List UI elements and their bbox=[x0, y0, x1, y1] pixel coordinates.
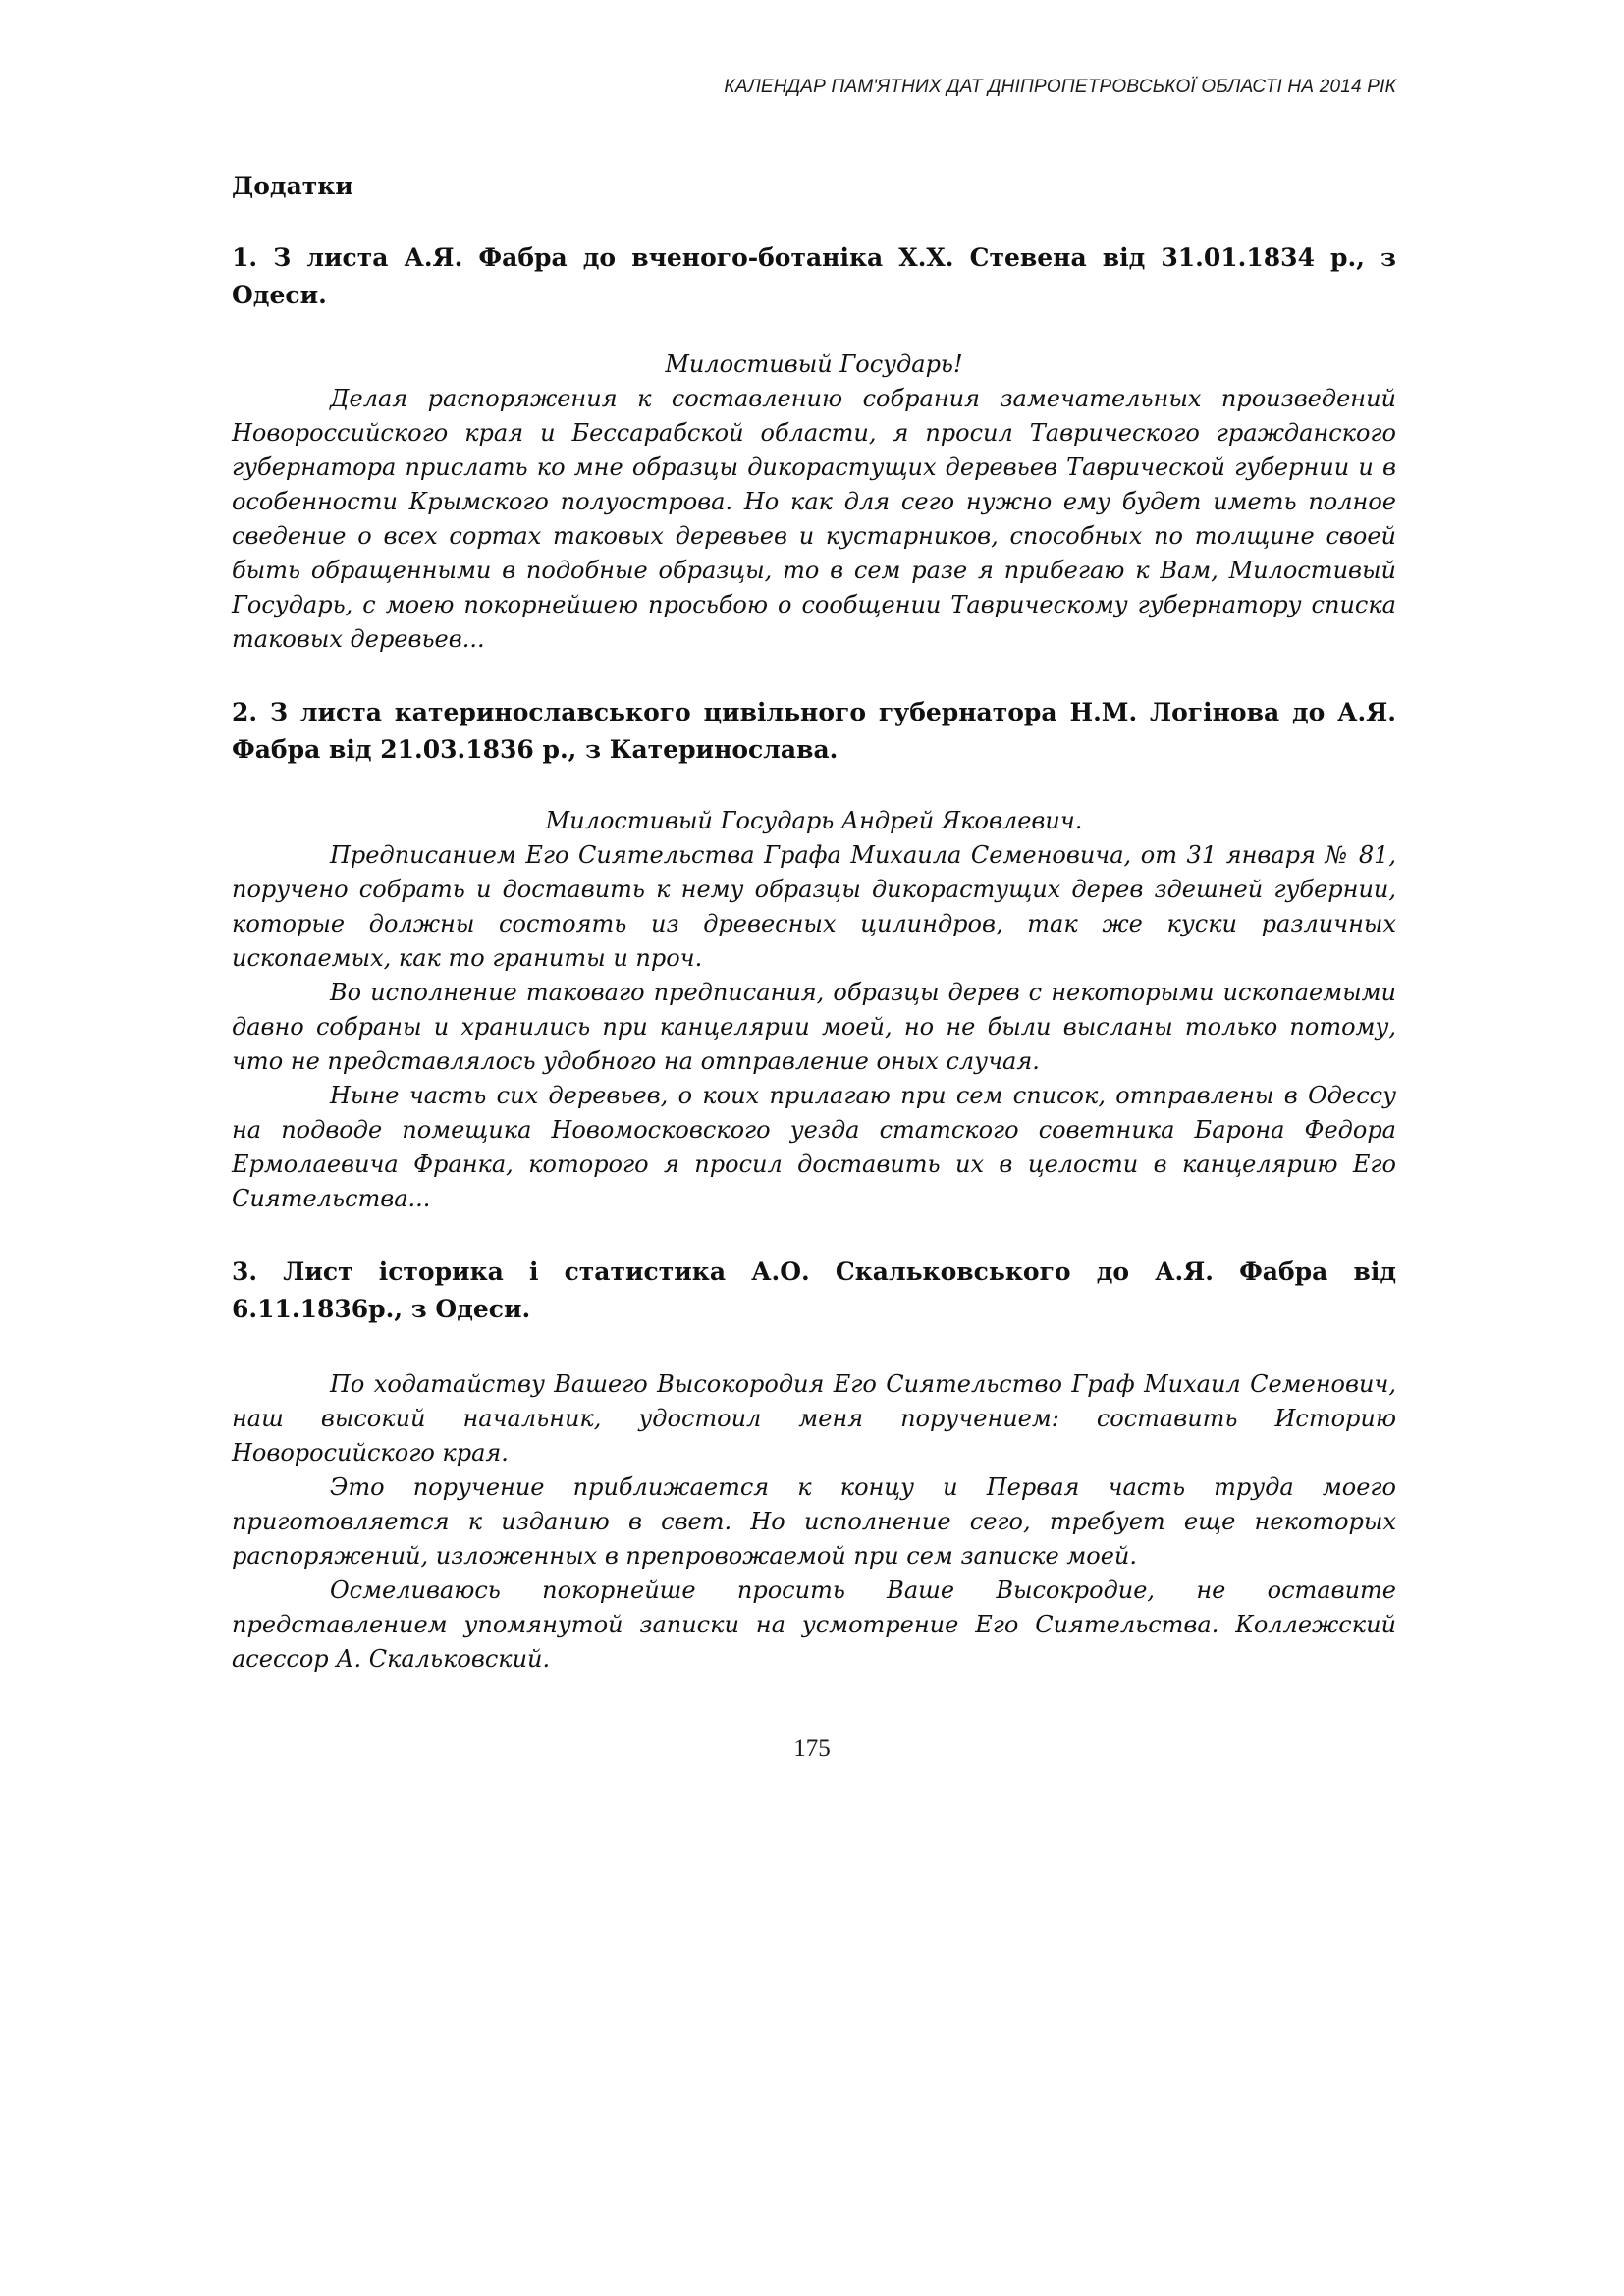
page-content bbox=[232, 169, 1396, 1677]
letter-heading: 3. Лист історика і статистика А.О. Скальковського до А.Я. Фабра від 6.11.1836р., з Одеси. bbox=[232, 1257, 1396, 1323]
letter-paragraph: Ныне часть сих деревьев, о коих прилагаю при сем список, отправлены в Одессу на подводе помещика Новомосковского уезда статского советника Барона Федора Ермолаевича Франка, которого я просил доставить их в целости в канцелярию Его Сиятельства... bbox=[232, 1082, 1396, 1212]
section-title: Додатки bbox=[232, 172, 353, 200]
letter-3 bbox=[232, 1254, 1396, 1677]
letter-paragraph: Это поручение приближается к концу и Первая часть труда моего приготовляется к изданию в свет. Но исполнение сего, требует еще некоторых распоряжений, изложенных в препровожаемой при сем записке моей. bbox=[232, 1473, 1396, 1570]
letter-paragraph: Предписанием Его Сиятельства Графа Михаила Семеновича, от 31 января № 81, поручено собрать и доставить к нему образцы дикорастущих дерев здешней губернии, которые должны состоять из древесных цилиндров, так же куски различных ископаемых, как то граниты и проч. bbox=[232, 841, 1396, 972]
letter-paragraph: Осмеливаюсь покорнейше просить Ваше Высокродие, не оставите представлением упомянутой записки на усмотрение Его Сиятельства. Коллежский асессор А. Скальковский. bbox=[232, 1576, 1396, 1673]
letter-heading: 2. З листа катеринославського цивільного губернатора Н.М. Логінова до А.Я. Фабра від 21.03.1836 р., з Катеринослава. bbox=[232, 698, 1396, 764]
page-number: 175 bbox=[793, 1735, 831, 1762]
letter-heading: 1. З листа А.Я. Фабра до вченого-ботаніка Х.Х. Стевена від 31.01.1834 р., з Одеси. bbox=[232, 243, 1396, 309]
letter-2 bbox=[232, 694, 1396, 1216]
letter-paragraph: Во исполнение таковаго предписания, образцы дерев с некоторыми ископаемыми давно собраны и хранились при канцелярии моей, но не были высланы только потому, что не представлялось удобного на отправление оных случая. bbox=[232, 979, 1396, 1075]
letter-paragraph: Делая распоряжения к составлению собрания замечательных произведений Новороссийского края и Бессарабской области, я просил Таврического гражданского губернатора прислать ко мне образцы дикорастущих деревьев Таврической губернии и в особенности Крымского полуострова. Но как для сего нужно ему будет иметь полное сведение о всех сортах таковых деревьев и кустарников, способных по толщине своей быть обращенными в подобные образцы, то в сем разе я прибегаю к Вам, Милостивый Государь, с моею покорнейшею просьбою о сообщении Таврическому губернатору списка таковых деревьев... bbox=[232, 385, 1396, 653]
letter-1 bbox=[232, 240, 1396, 657]
letter-salutation: Милостивый Государь Андрей Яковлевич. bbox=[545, 807, 1083, 834]
letter-paragraph: По ходатайству Вашего Высокородия Его Сиятельство Граф Михаил Семенович, наш высокий начальник, удостоил меня поручением: составить Историю Новоросийского края. bbox=[232, 1370, 1396, 1467]
running-header: КАЛЕНДАР ПАМ'ЯТНИХ ДАТ ДНІПРОПЕТРОВСЬКОЇ ОБЛАСТІ НА 2014 РІК bbox=[724, 77, 1396, 97]
letter-salutation: Милостивый Государь! bbox=[665, 350, 963, 378]
